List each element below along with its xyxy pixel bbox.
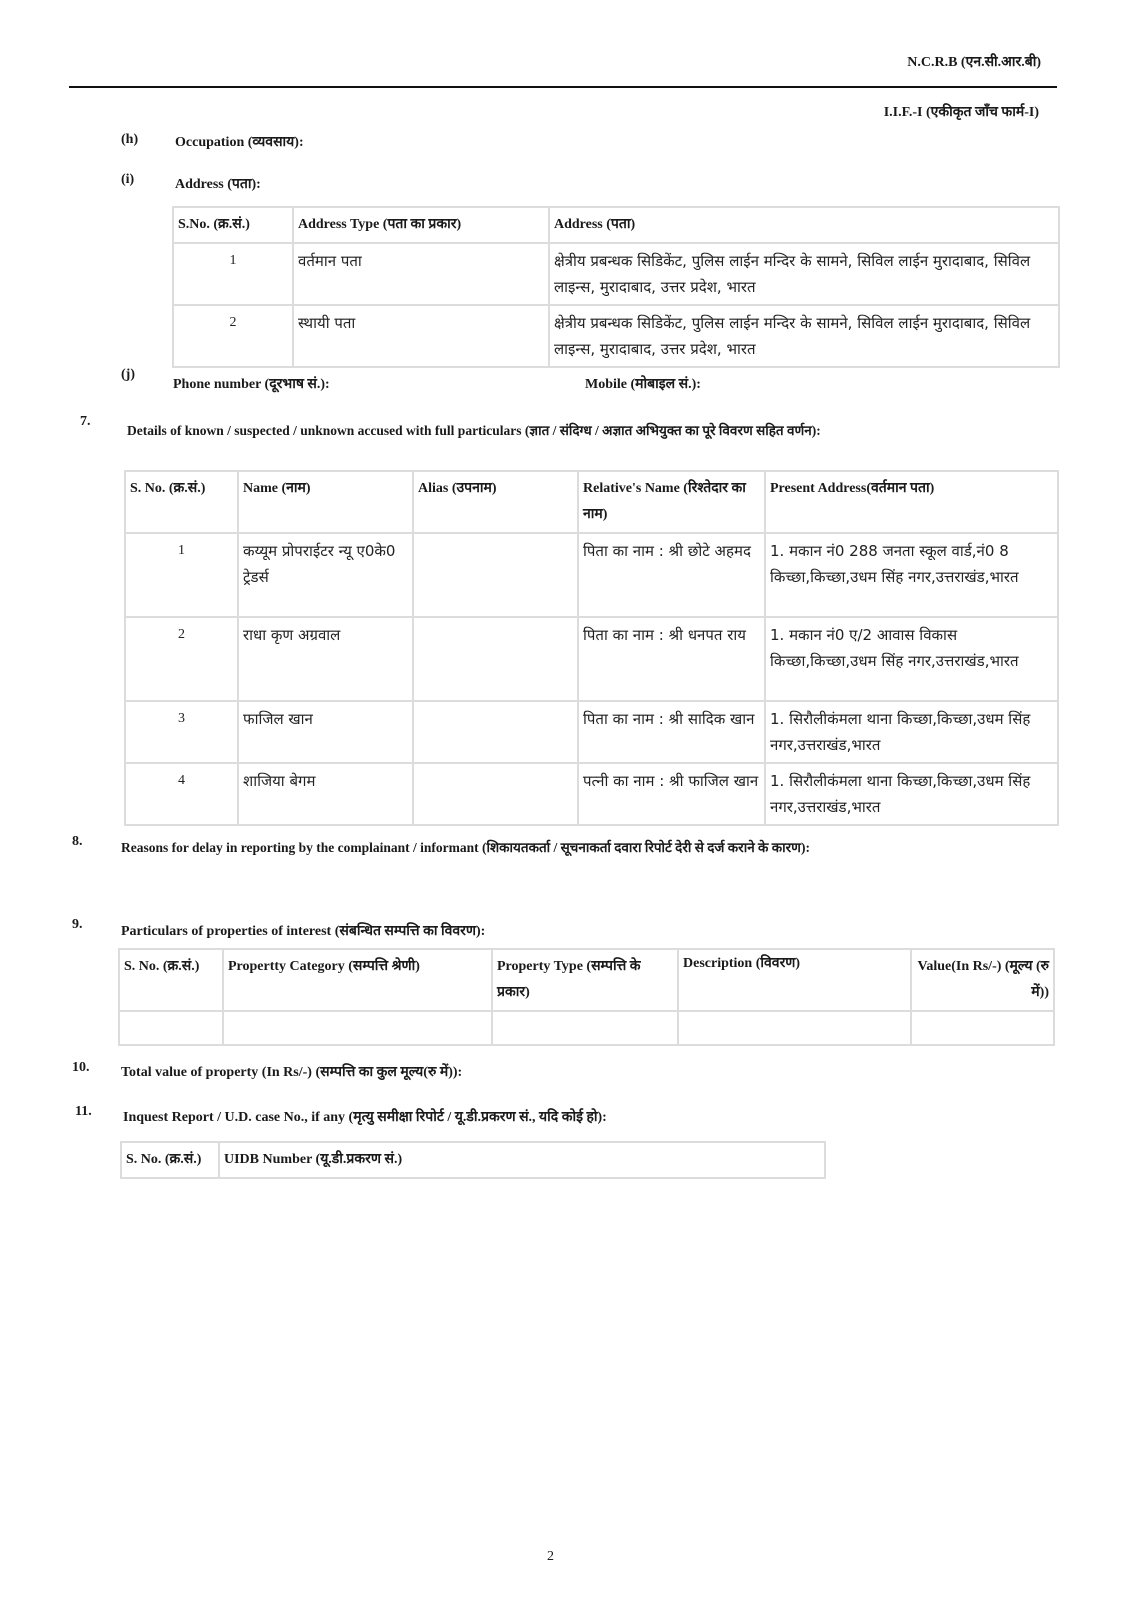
- cell-empty: [119, 1011, 223, 1045]
- cell-address: 1. सिरौलीकंमला थाना किच्छा,किच्छा,उधम सिंह नगर,उत्तराखंड,भारत: [765, 701, 1058, 763]
- header-sno: S. No. (क्र.सं.): [125, 471, 238, 533]
- cell-relative: पत्नी का नाम : श्री फाजिल खान: [578, 763, 765, 825]
- table-row: [173, 243, 1059, 305]
- address-table: [172, 206, 1060, 368]
- properties-table-header: [119, 949, 1054, 1011]
- cell-empty: [492, 1011, 678, 1045]
- phone-label: Phone number (दूरभाष सं.):: [173, 377, 330, 392]
- cell-sno: 3: [125, 701, 238, 763]
- header-description: Description (विवरण): [678, 949, 911, 1011]
- address-label: Address (पता):: [175, 177, 261, 192]
- accused-details-label: Details of known / suspected / unknown accused with full particulars (ज्ञात / संदिग्ध / अज्ञात अभियुक्त का पूरे विवरण सहित वर्णन):: [127, 423, 821, 438]
- table-row: [119, 1011, 1054, 1045]
- cell-alias: [413, 701, 578, 763]
- header-address-type: Address Type (पता का प्रकार): [293, 207, 549, 243]
- header-sno: S. No. (क्र.सं.): [121, 1142, 219, 1178]
- section-11-number: 11.: [75, 1104, 92, 1119]
- table-row: [125, 617, 1058, 701]
- page-number: 2: [547, 1549, 554, 1564]
- section-8-number: 8.: [72, 834, 83, 849]
- cell-name: राधा कृण अग्रवाल: [238, 617, 413, 701]
- header-sno: S. No. (क्र.सं.): [119, 949, 223, 1011]
- cell-sno: 2: [125, 617, 238, 701]
- cell-alias: [413, 533, 578, 617]
- cell-address-type: स्थायी पता: [293, 305, 549, 367]
- header-divider: [69, 86, 1057, 88]
- header-uidb-number: UIDB Number (यू.डी.प्रकरण सं.): [219, 1142, 825, 1178]
- table-row: [125, 701, 1058, 763]
- section-j-marker: (j): [121, 367, 135, 382]
- section-10-number: 10.: [72, 1060, 90, 1075]
- cell-empty: [678, 1011, 911, 1045]
- properties-table: [118, 948, 1055, 1046]
- table-row: [173, 305, 1059, 367]
- uidb-table: [120, 1141, 826, 1179]
- header-property-type: Property Type (सम्पत्ति के प्रकार): [492, 949, 678, 1011]
- total-value-label: Total value of property (In Rs/-) (सम्पत्ति का कुल मूल्य(रु में)):: [121, 1065, 463, 1080]
- address-table-header: [173, 207, 1059, 243]
- table-row: [125, 763, 1058, 825]
- section-h-marker: (h): [121, 132, 139, 147]
- accused-table: [124, 470, 1059, 826]
- cell-address: 1. सिरौलीकंमला थाना किच्छा,किच्छा,उधम सिंह नगर,उत्तराखंड,भारत: [765, 763, 1058, 825]
- cell-name: फाजिल खान: [238, 701, 413, 763]
- header-address: Address (पता): [549, 207, 1059, 243]
- header-sno: S.No. (क्र.सं.): [173, 207, 293, 243]
- cell-address: 1. मकान नं0 288 जनता स्कूल वार्ड,नं0 8 किच्छा,किच्छा,उधम सिंह नगर,उत्तराखंड,भारत: [765, 533, 1058, 617]
- org-header: N.C.R.B (एन.सी.आर.बी): [907, 55, 1041, 70]
- header-relative-name: Relative's Name (रिश्तेदार का नाम): [578, 471, 765, 533]
- uidb-table-header: [121, 1142, 825, 1178]
- cell-name: कय्यूम प्रोपराईटर न्यू ए0के0 ट्रेडर्स: [238, 533, 413, 617]
- accused-table-header: [125, 471, 1058, 533]
- cell-address: क्षेत्रीय प्रबन्धक सिडिकेंट, पुलिस लाईन मन्दिर के सामने, सिविल लाईन मुरादाबाद, सिविल लाइन्स, मुरादाबाद, उत्तर प्रदेश, भारत: [549, 305, 1059, 367]
- cell-sno: 4: [125, 763, 238, 825]
- header-property-category: Propertty Category (सम्पत्ति श्रेणी): [223, 949, 492, 1011]
- cell-sno: 2: [173, 305, 293, 367]
- cell-relative: पिता का नाम : श्री छोटे अहमद: [578, 533, 765, 617]
- delay-reasons-label: Reasons for delay in reporting by the complainant / informant (शिकायतकर्ता / सूचनाकर्ता दवारा रिपोर्ट देरी से दर्ज कराने के कारण):: [121, 840, 810, 855]
- cell-address: 1. मकान नं0 ए/2 आवास विकास किच्छा,किच्छा,उधम सिंह नगर,उत्तराखंड,भारत: [765, 617, 1058, 701]
- cell-alias: [413, 763, 578, 825]
- cell-empty: [223, 1011, 492, 1045]
- section-i-marker: (i): [121, 172, 135, 187]
- cell-relative: पिता का नाम : श्री धनपत राय: [578, 617, 765, 701]
- header-value: Value(In Rs/-) (मूल्य (रु में)): [911, 949, 1054, 1011]
- header-present-address: Present Address(वर्तमान पता): [765, 471, 1058, 533]
- occupation-label: Occupation (व्यवसाय):: [175, 135, 304, 150]
- section-9-number: 9.: [72, 917, 83, 932]
- cell-sno: 1: [125, 533, 238, 617]
- table-row: [125, 533, 1058, 617]
- cell-address: क्षेत्रीय प्रबन्धक सिडिकेंट, पुलिस लाईन मन्दिर के सामने, सिविल लाईन मुरादाबाद, सिविल लाइन्स, मुरादाबाद, उत्तर प्रदेश, भारत: [549, 243, 1059, 305]
- cell-name: शाजिया बेगम: [238, 763, 413, 825]
- header-alias: Alias (उपनाम): [413, 471, 578, 533]
- form-title: I.I.F.-I (एकीकृत जाँच फार्म-I): [883, 105, 1039, 120]
- properties-label: Particulars of properties of interest (संबन्धित सम्पत्ति का विवरण):: [121, 924, 486, 939]
- cell-relative: पिता का नाम : श्री सादिक खान: [578, 701, 765, 763]
- section-7-number: 7.: [80, 414, 91, 429]
- inquest-report-label: Inquest Report / U.D. case No., if any (मृत्यु समीक्षा रिपोर्ट / यू.डी.प्रकरण सं., यदि कोई हो):: [123, 1110, 607, 1125]
- cell-address-type: वर्तमान पता: [293, 243, 549, 305]
- mobile-label: Mobile (मोबाइल सं.):: [585, 377, 701, 392]
- cell-sno: 1: [173, 243, 293, 305]
- cell-alias: [413, 617, 578, 701]
- header-name: Name (नाम): [238, 471, 413, 533]
- cell-empty: [911, 1011, 1054, 1045]
